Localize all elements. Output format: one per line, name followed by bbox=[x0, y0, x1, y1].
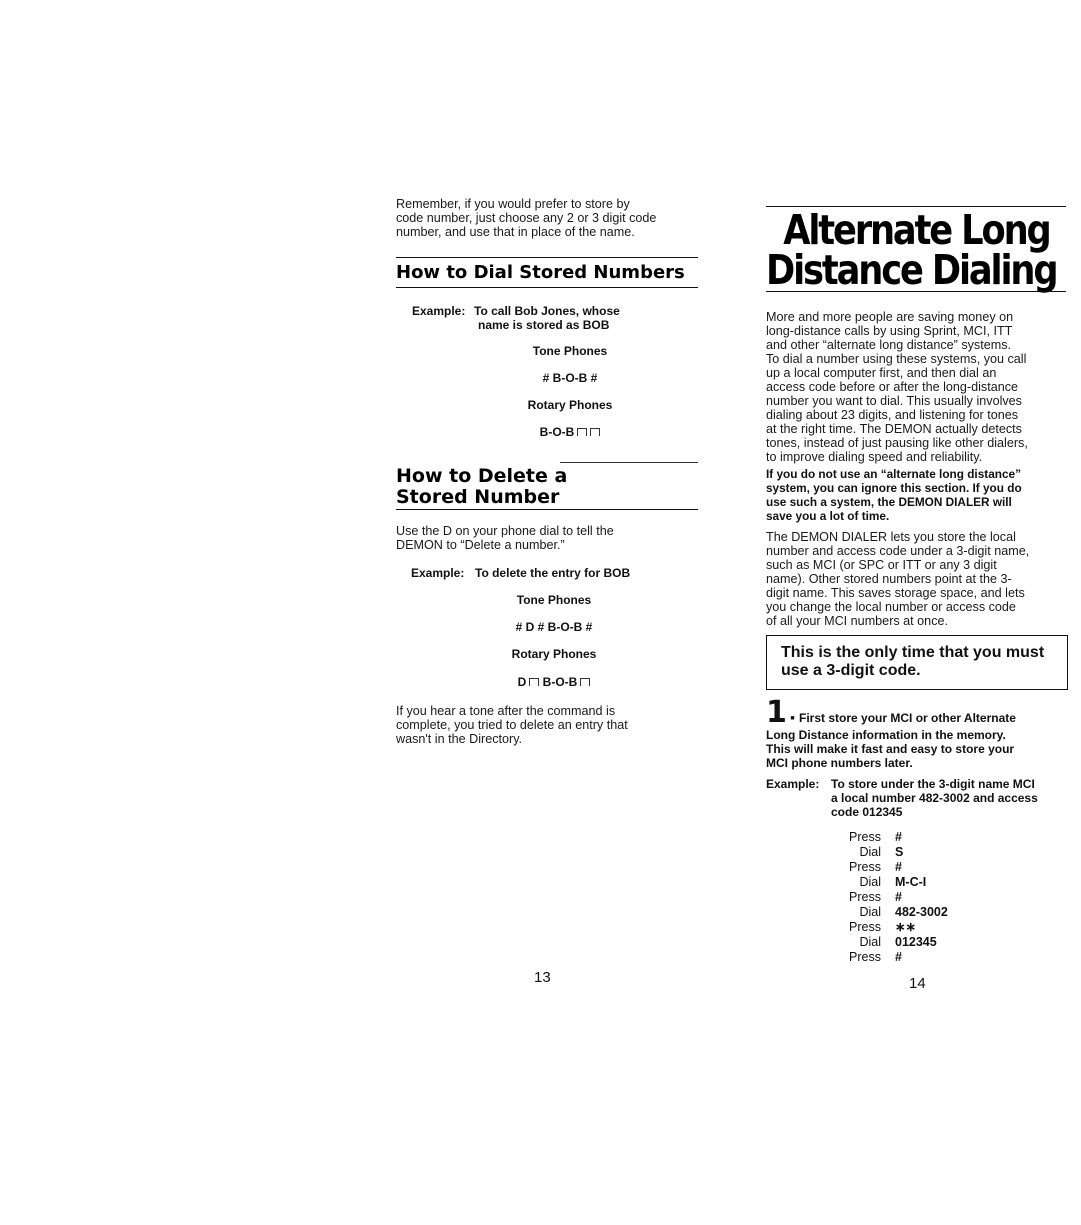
rotary-sequence bbox=[464, 675, 644, 689]
step-row bbox=[830, 875, 1030, 890]
text-line: you change the local number or access code bbox=[766, 600, 1016, 614]
step-row bbox=[830, 935, 1030, 950]
step-action: Press bbox=[849, 950, 881, 964]
text-line: Use the D on your phone dial to tell the bbox=[396, 524, 614, 538]
step-value: # bbox=[895, 860, 902, 874]
delete-example bbox=[411, 566, 701, 580]
step-action: Press bbox=[849, 890, 881, 904]
callout-line: use a 3-digit code. bbox=[781, 662, 921, 679]
callout-line: This is the only time that you must bbox=[781, 644, 1045, 661]
section-title bbox=[766, 206, 1066, 294]
heading-rule-bottom bbox=[396, 287, 698, 288]
text-line: at the right time. The DEMON actually detects bbox=[766, 422, 1022, 436]
text-line: The DEMON DIALER lets you store the local bbox=[766, 530, 1016, 544]
step-text: MCI phone numbers later. bbox=[766, 756, 913, 770]
rotary-text: B-O-B bbox=[539, 425, 575, 439]
step-value: 012345 bbox=[895, 935, 937, 949]
delete-section-heading bbox=[396, 466, 567, 508]
page-number-right: 14 bbox=[909, 975, 926, 992]
body-paragraph bbox=[766, 530, 1071, 628]
rotary-pulse-icon bbox=[590, 428, 600, 436]
delete-intro bbox=[396, 524, 706, 552]
step-row bbox=[830, 845, 1030, 860]
mci-example bbox=[766, 777, 1076, 819]
heading-line: How to Delete a bbox=[396, 465, 568, 487]
text-line: save you a lot of time. bbox=[766, 509, 890, 523]
text-line: wasn't in the Directory. bbox=[396, 732, 523, 746]
steps-list bbox=[830, 830, 1030, 965]
step-text: First store your MCI or other Alternate bbox=[799, 711, 1016, 725]
step-text: Long Distance information in the memory. bbox=[766, 728, 1006, 742]
text-line: long-distance calls by using Sprint, MCI, ITT bbox=[766, 324, 1013, 338]
text-line: number and access code under a 3-digit name, bbox=[766, 544, 1030, 558]
text-line: If you hear a tone after the command is bbox=[396, 704, 616, 718]
step-row bbox=[830, 905, 1030, 920]
delete-outro bbox=[396, 704, 706, 746]
rotary-phones-heading: Rotary Phones bbox=[527, 398, 613, 412]
dial-section-heading: How to Dial Stored Numbers bbox=[396, 262, 685, 283]
rotary-pulse-icon bbox=[580, 678, 590, 686]
text-line: complete, you tried to delete an entry that bbox=[396, 718, 628, 732]
bold-note bbox=[766, 467, 1071, 523]
step-value: # bbox=[895, 830, 902, 844]
example-text: To store under the 3-digit name MCI bbox=[831, 777, 1035, 791]
text-line: digit name. This saves storage space, and lets bbox=[766, 586, 1025, 600]
step-action: Press bbox=[849, 830, 881, 844]
dial-example bbox=[412, 304, 692, 332]
example-text: a local number 482-3002 and access bbox=[831, 791, 1038, 805]
text-line: code number, just choose any 2 or 3 digit code bbox=[396, 211, 657, 225]
step-row bbox=[830, 920, 1030, 935]
text-line: dialing about 23 digits, and listening for tones bbox=[766, 408, 1019, 422]
text-line: If you do not use an “alternate long distance” bbox=[766, 467, 1021, 481]
step-value: S bbox=[895, 845, 904, 859]
text-line: such as MCI (or SPC or ITT or any 3 digit bbox=[766, 558, 997, 572]
step-action: Press bbox=[849, 920, 881, 934]
example-text: code 012345 bbox=[831, 805, 903, 819]
title-rule-bottom bbox=[766, 291, 1066, 292]
text-line: tones, instead of just pausing like other dialers, bbox=[766, 436, 1028, 450]
step-one bbox=[766, 695, 1071, 770]
step-action: Dial bbox=[859, 845, 881, 859]
step-row bbox=[830, 860, 1030, 875]
step-value: # bbox=[895, 890, 902, 904]
tone-phones-heading: Tone Phones bbox=[532, 344, 608, 358]
step-text: This will make it fast and easy to store your bbox=[766, 742, 1015, 756]
step-row bbox=[830, 830, 1030, 845]
step-action: Dial bbox=[859, 935, 881, 949]
title-line: Distance Dialing bbox=[766, 246, 1057, 294]
step-action: Dial bbox=[859, 905, 881, 919]
text-line: of all your MCI numbers at once. bbox=[766, 614, 948, 628]
heading-rule-bottom bbox=[396, 509, 698, 510]
tone-phones-heading: Tone Phones bbox=[516, 593, 592, 607]
step-row bbox=[830, 890, 1030, 905]
step-value: # bbox=[895, 950, 902, 964]
intro-paragraph bbox=[766, 310, 1071, 464]
text-line: and other “alternate long distance” systems. bbox=[766, 338, 1012, 352]
text-line: system, you can ignore this section. If you do bbox=[766, 481, 1022, 495]
text-line: To dial a number using these systems, you call bbox=[766, 352, 1027, 366]
text-line: name). Other stored numbers point at the 3- bbox=[766, 572, 1012, 586]
text-line: number you want to dial. This usually involves bbox=[766, 394, 1022, 408]
step-row bbox=[830, 950, 1030, 965]
example-label: Example: bbox=[411, 566, 465, 580]
intro-paragraph bbox=[396, 197, 706, 239]
step-value: M-C-I bbox=[895, 875, 927, 889]
rotary-sequence bbox=[480, 425, 660, 439]
step-number: 1 bbox=[766, 695, 786, 730]
example-text: name is stored as BOB bbox=[478, 318, 610, 332]
text-line: to improve dialing speed and reliability. bbox=[766, 450, 983, 464]
page-number-left: 13 bbox=[534, 969, 551, 986]
rotary-pulse-icon bbox=[529, 678, 539, 686]
text-line: access code before or after the long-distance bbox=[766, 380, 1019, 394]
step-value: ∗∗ bbox=[895, 920, 916, 934]
text-line: use such a system, the DEMON DIALER will bbox=[766, 495, 1012, 509]
step-action: Press bbox=[849, 860, 881, 874]
heading-line: Stored Number bbox=[396, 486, 560, 508]
step-action: Dial bbox=[859, 875, 881, 889]
step-value: 482-3002 bbox=[895, 905, 948, 919]
text-line: up a local computer first, and then dial an bbox=[766, 366, 997, 380]
tone-sequence: # D # B-O-B # bbox=[515, 620, 593, 634]
rotary-pulse-icon bbox=[577, 428, 587, 436]
rotary-phones-heading: Rotary Phones bbox=[511, 647, 597, 661]
title-line: Alternate Long bbox=[783, 206, 1050, 254]
rotary-text: D bbox=[517, 675, 527, 689]
text-line: number, and use that in place of the name. bbox=[396, 225, 635, 239]
callout-box bbox=[766, 635, 1068, 690]
example-label: Example: bbox=[766, 777, 820, 791]
example-label: Example: bbox=[412, 304, 466, 318]
step-bullet: ■ bbox=[790, 715, 795, 722]
text-line: More and more people are saving money on bbox=[766, 310, 1014, 324]
example-text: To call Bob Jones, whose bbox=[474, 304, 620, 318]
text-line: DEMON to “Delete a number.” bbox=[396, 538, 565, 552]
section-rule-top bbox=[560, 462, 698, 463]
example-text: To delete the entry for BOB bbox=[475, 566, 631, 580]
tone-sequence: # B-O-B # bbox=[542, 371, 598, 385]
rotary-text: B-O-B bbox=[542, 675, 578, 689]
heading-rule-top bbox=[396, 257, 698, 258]
text-line: Remember, if you would prefer to store by bbox=[396, 197, 630, 211]
